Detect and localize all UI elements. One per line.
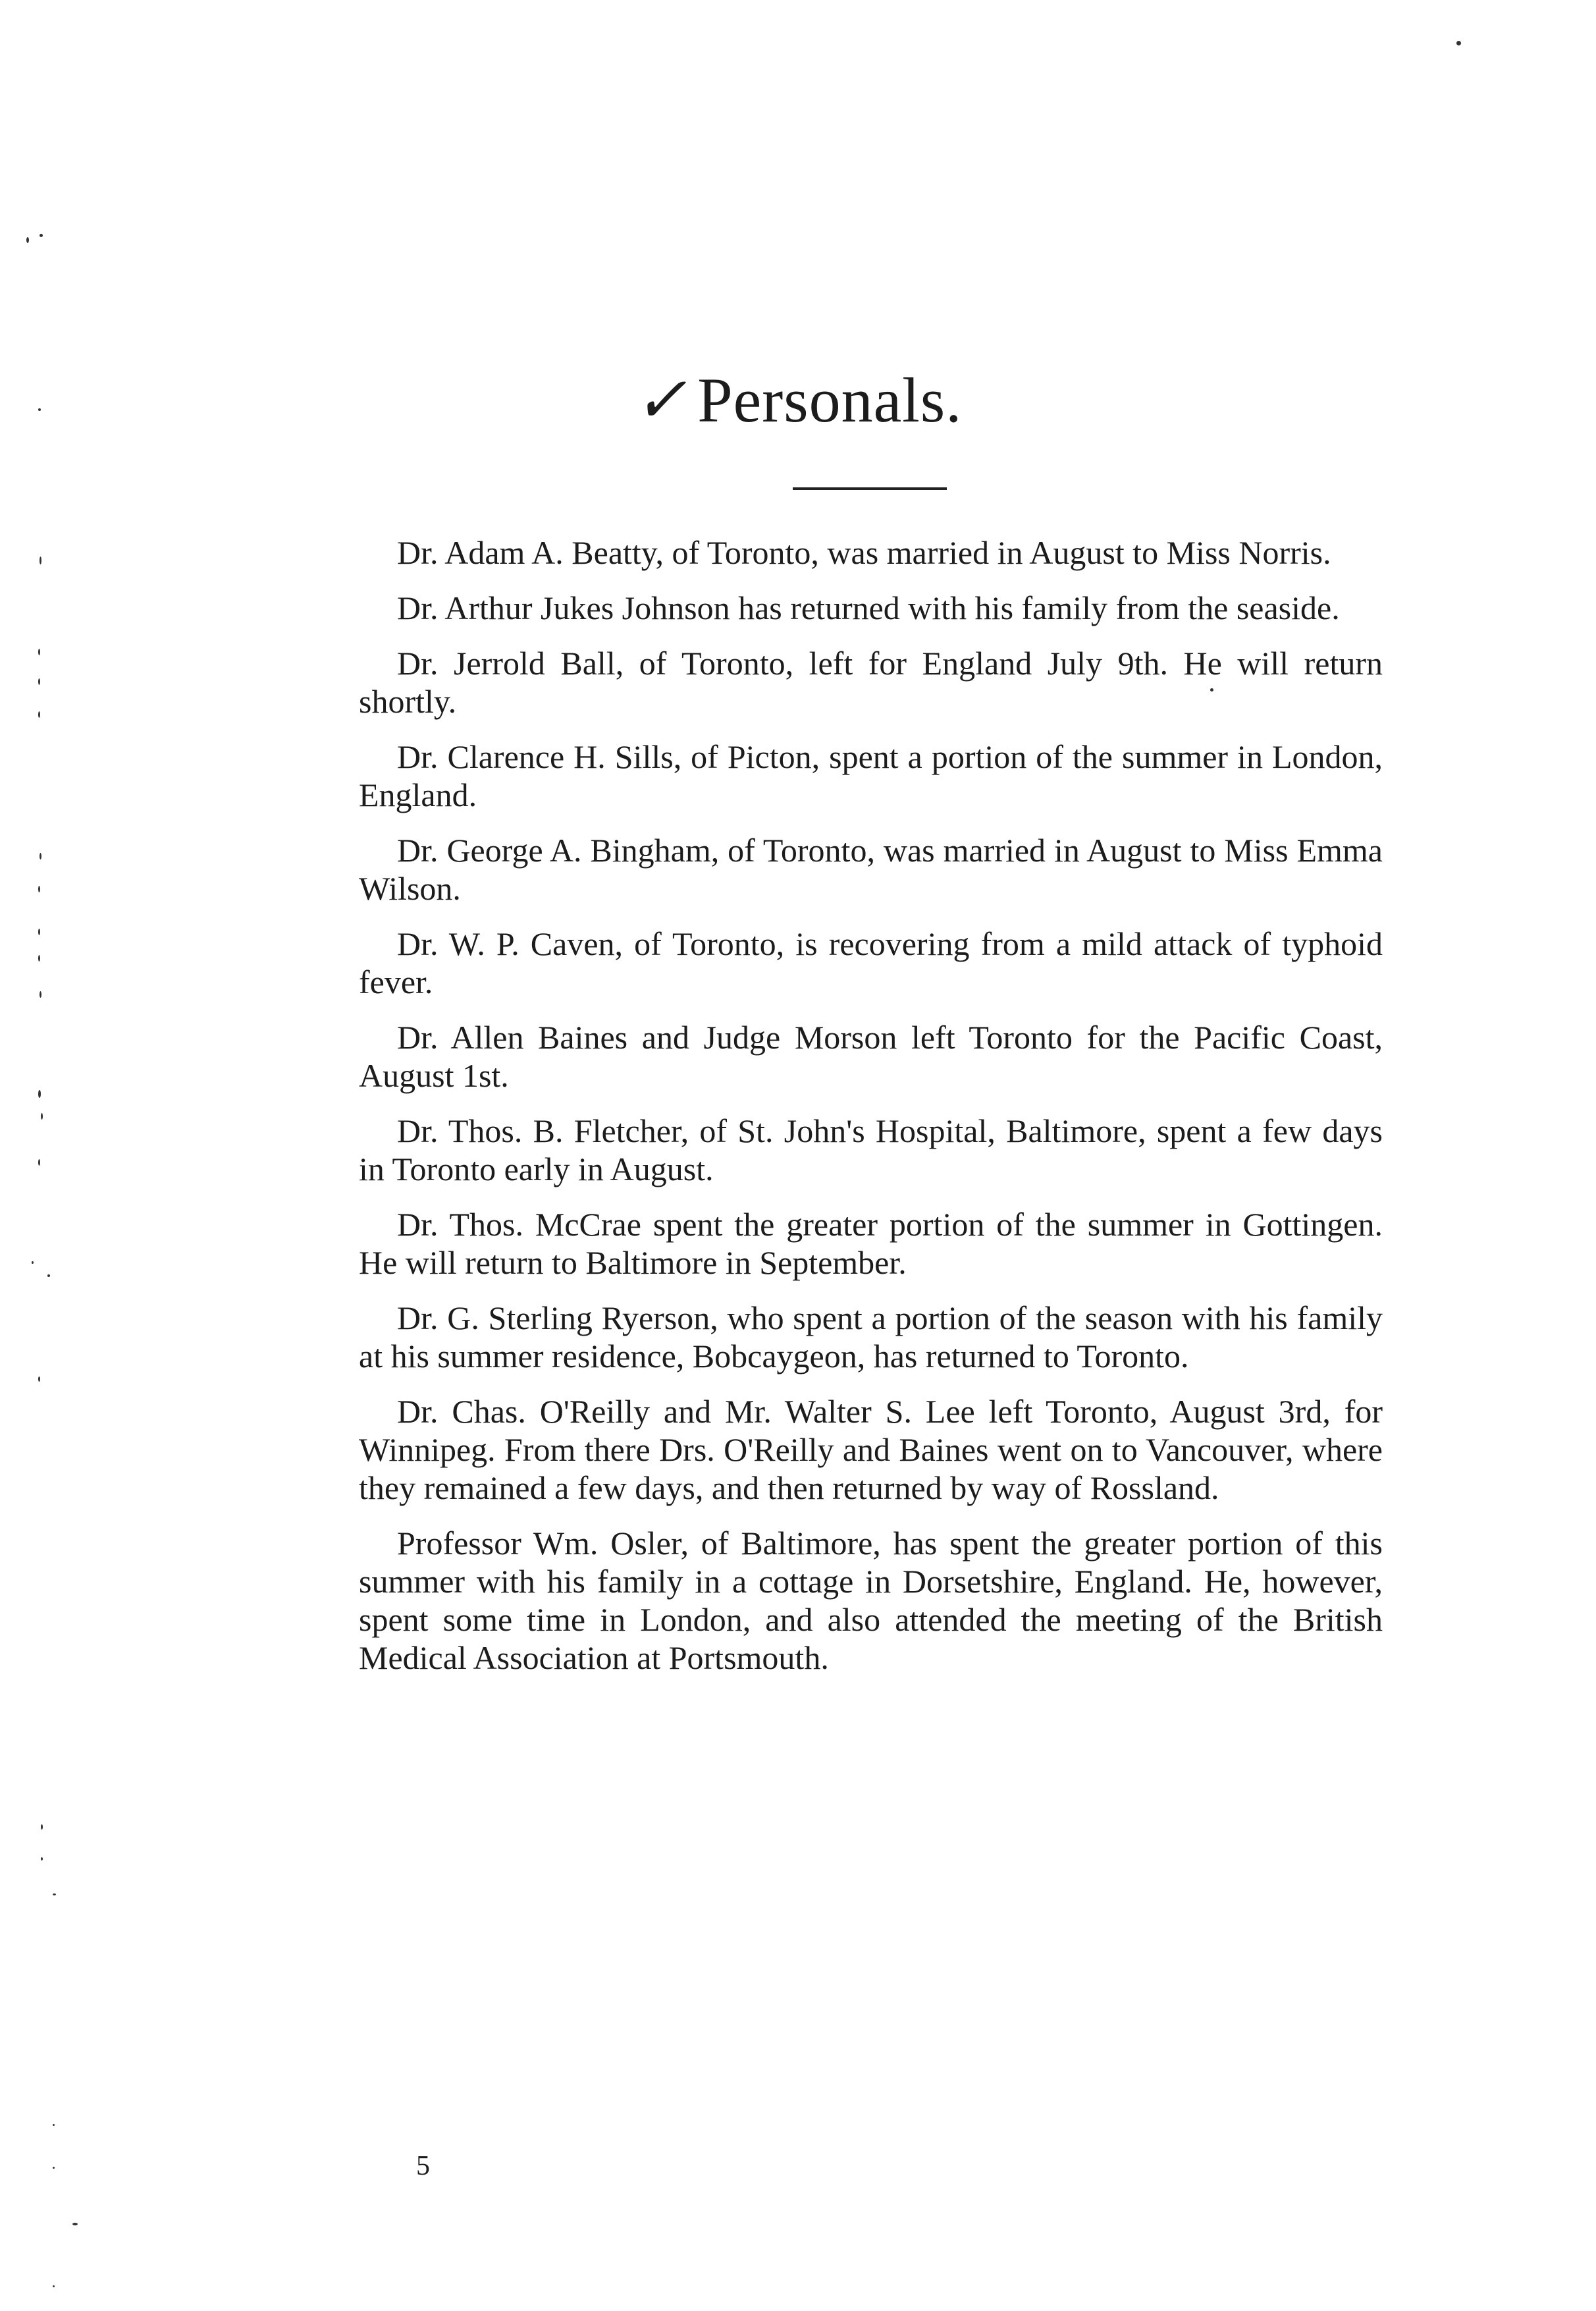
personal-entry-beatty: Dr. Adam A. Beatty, of Toronto, was married in August to Miss Norris. [397,534,1331,571]
scan-speck [40,853,41,859]
scan-speck [41,1113,43,1120]
scan-speck [38,1159,40,1166]
scan-speck [26,237,29,243]
personal-entry-ryerson: Dr. G. Sterling Ryerson, who spent a portion of the season with his family at his summer residence, Bobcaygeon, has returned to Toronto. [359,1299,1383,1374]
personal-entry-bingham: Dr. George A. Bingham, of Toronto, was married in August to Miss Emma Wilson. [359,832,1383,907]
scan-speck [40,991,41,998]
scan-speck [38,955,40,962]
page-number: 5 [416,2151,430,2181]
scan-speck [1456,41,1461,45]
title-divider [793,487,947,490]
personal-entry-baines: Dr. Allen Baines and Judge Morson left Toronto for the Pacific Coast, August 1st. [359,1019,1383,1094]
scan-speck [40,557,41,564]
scan-speck [53,2285,55,2287]
personal-entry-ball: Dr. Jerrold Ball, of Toronto, left for England July 9th. He will return shortly. [359,645,1383,720]
scan-speck [38,711,40,718]
personal-entry-sills: Dr. Clarence H. Sills, of Picton, spent a portion of the summer in London, England. [359,738,1383,813]
scan-speck [72,2223,78,2225]
scan-speck [1210,688,1213,692]
scan-speck [41,1857,43,1861]
personal-entry-osler: Professor Wm. Osler, of Baltimore, has spent the greater portion of this summer with his family in a cottage in Dorsetshire, England. He, however, spent some time in London, and also attended the meeting of the British Medical Association at Portsmouth. [359,1525,1383,1676]
personal-entry-johnson: Dr. Arthur Jukes Johnson has returned with his family from the seaside. [397,589,1340,626]
scan-speck [38,886,40,892]
scan-speck [53,2124,55,2126]
check-mark-icon: ✓ [633,365,687,435]
scan-speck [38,649,40,655]
scan-speck [38,929,40,935]
scan-speck [40,234,43,237]
scan-speck [41,1824,43,1830]
personal-entry-caven: Dr. W. P. Caven, of Toronto, is recovering from a mild attack of typhoid fever. [359,925,1383,1000]
scan-speck [38,408,41,411]
scan-speck [53,2167,55,2169]
heading [0,365,1596,435]
personal-entry-fletcher: Dr. Thos. B. Fletcher, of St. John's Hospital, Baltimore, spent a few days in Toronto early in August. [359,1112,1383,1187]
scan-speck [32,1261,34,1264]
personal-entry-oreilly: Dr. Chas. O'Reilly and Mr. Walter S. Lee left Toronto, August 3rd, for Winnipeg. From there Drs. O'Reilly and Baines went on to Vancouver, where they remained a few days, and then returned by way of Rossland. [359,1393,1383,1506]
page-title: Personals. [697,365,963,435]
scan-speck [53,1893,56,1895]
personal-entry-mccrae: Dr. Thos. McCrae spent the greater portion of the summer in Gottingen. He will return to Baltimore in September. [359,1206,1383,1281]
scan-speck [47,1274,50,1277]
scan-speck [38,1376,40,1382]
scan-speck [38,678,40,685]
scan-speck [38,1090,41,1098]
personals-list [359,533,1383,1694]
